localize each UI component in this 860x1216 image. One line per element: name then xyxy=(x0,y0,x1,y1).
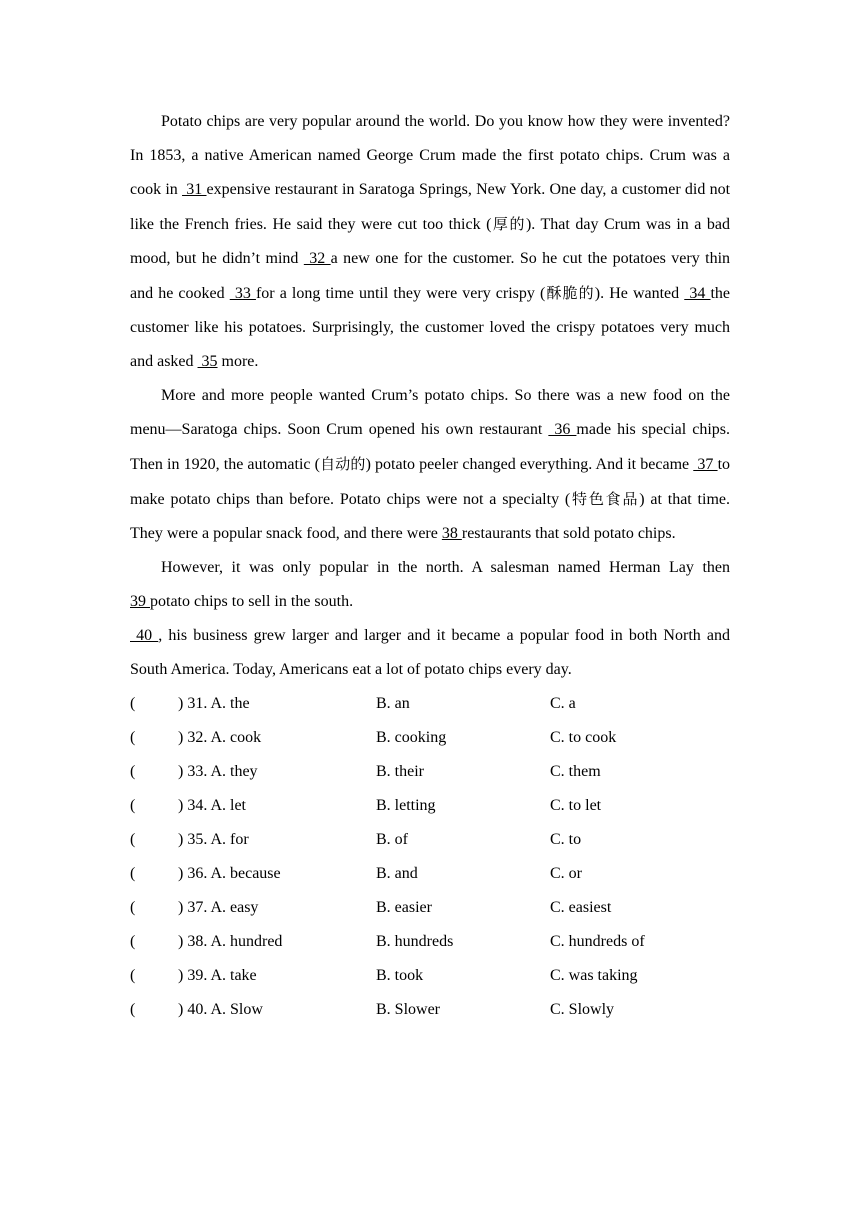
option-b: B. cooking xyxy=(376,729,447,746)
question-row xyxy=(130,721,730,755)
text: ). He wanted xyxy=(594,285,685,302)
worksheet-page xyxy=(130,105,730,1027)
option-c: C. to let xyxy=(550,797,602,814)
question-row xyxy=(130,891,730,925)
option-b: B. letting xyxy=(376,797,436,814)
option-c: C. a xyxy=(550,695,576,712)
blank-38: 38 xyxy=(441,525,462,542)
option-b: B. hundreds xyxy=(376,933,454,950)
option-b: B. their xyxy=(376,763,424,780)
option-c: C. easiest xyxy=(550,899,612,916)
text: ) at that time. They were a popular snack food, and there were xyxy=(130,491,730,542)
text: the customer like his potatoes. Surprisingly, the customer loved the crispy potatoes very much and asked xyxy=(130,285,731,370)
option-c: C. hundreds of xyxy=(550,933,645,950)
option-c: C. them xyxy=(550,763,601,780)
option-b: B. Slower xyxy=(376,1001,440,1018)
text: ). That day Crum was in a bad mood, but he didn’t mind xyxy=(130,216,730,267)
answer-bracket[interactable]: ( xyxy=(130,729,136,746)
paragraph-1 xyxy=(130,105,730,379)
option-a: ) 31. A. the xyxy=(178,695,250,712)
gloss-specialty: 特色食品 xyxy=(570,490,640,508)
question-row xyxy=(130,687,730,721)
paragraph-4 xyxy=(130,619,730,687)
text: However, it was only popular in the north. A salesman named Herman Lay then xyxy=(161,559,730,576)
paragraph-2 xyxy=(130,379,730,551)
blank-39: 39 xyxy=(130,593,150,610)
option-a: ) 38. A. hundred xyxy=(178,933,283,950)
gloss-crispy: 酥脆的 xyxy=(545,284,595,302)
option-a: ) 39. A. take xyxy=(178,967,257,984)
text: made his special chips. Then in 1920, the automatic ( xyxy=(130,421,731,473)
option-a: ) 37. A. easy xyxy=(178,899,259,916)
text: more. xyxy=(217,353,259,370)
option-b: B. of xyxy=(376,831,408,848)
question-row xyxy=(130,857,730,891)
text: for a long time until they were very crispy ( xyxy=(255,285,546,302)
text: More and more people wanted Crum’s potato chips. So there was a new food on the menu—Saratoga chips. Soon Crum opened his own restaurant xyxy=(130,387,730,438)
blank-37: 37 xyxy=(693,456,718,473)
answer-bracket[interactable]: ( xyxy=(130,865,136,882)
text: to make potato chips than before. Potato chips were not a specialty ( xyxy=(130,456,731,508)
blank-32: 32 xyxy=(303,250,331,267)
question-row xyxy=(130,755,730,789)
gloss-thick: 厚的 xyxy=(491,215,526,233)
answer-options xyxy=(130,687,730,1027)
question-row xyxy=(130,925,730,959)
question-row xyxy=(130,959,730,993)
blank-31: 31 xyxy=(182,181,207,198)
text: restaurants that sold potato chips. xyxy=(461,525,676,542)
option-b: B. took xyxy=(376,967,424,984)
answer-bracket[interactable]: ( xyxy=(130,797,136,814)
option-b: B. easier xyxy=(376,899,432,916)
option-a: ) 32. A. cook xyxy=(178,729,262,746)
option-c: C. to xyxy=(550,831,582,848)
answer-bracket[interactable]: ( xyxy=(130,967,136,984)
text: Potato chips are very popular around the world. Do you know how they were invented? In 1853, a native American named George Crum made the first potato chips. Crum was a cook in xyxy=(130,113,730,198)
blank-34: 34 xyxy=(684,285,711,302)
blank-35: 35 xyxy=(197,353,218,370)
answer-bracket[interactable]: ( xyxy=(130,933,136,950)
blank-40: 40 xyxy=(130,627,159,644)
option-a: ) 34. A. let xyxy=(178,797,246,814)
text: , his business grew larger and larger and it became a popular food in both North and South America. Today, Americans eat a lot of potato chips every day. xyxy=(130,627,731,678)
gloss-automatic: 自动的 xyxy=(320,455,366,473)
question-row xyxy=(130,993,730,1027)
option-c: C. Slowly xyxy=(550,1001,615,1018)
answer-bracket[interactable]: ( xyxy=(130,695,136,712)
passage xyxy=(130,105,730,687)
text: potato chips to sell in the south. xyxy=(150,593,354,610)
option-c: C. or xyxy=(550,865,582,882)
option-c: C. was taking xyxy=(550,967,638,984)
answer-bracket[interactable]: ( xyxy=(130,899,136,916)
answer-bracket[interactable]: ( xyxy=(130,1001,136,1018)
option-b: B. an xyxy=(376,695,410,712)
option-b: B. and xyxy=(376,865,418,882)
answer-bracket[interactable]: ( xyxy=(130,831,136,848)
text: a new one for the customer. So he cut the potatoes very thin and he cooked xyxy=(130,250,731,302)
question-row xyxy=(130,823,730,857)
option-c: C. to cook xyxy=(550,729,617,746)
blank-36: 36 xyxy=(548,421,577,438)
option-a: ) 36. A. because xyxy=(178,865,281,882)
answer-bracket[interactable]: ( xyxy=(130,763,136,780)
option-a: ) 35. A. for xyxy=(178,831,249,848)
blank-33: 33 xyxy=(229,285,256,302)
paragraph-3 xyxy=(130,551,730,619)
option-a: ) 40. A. Slow xyxy=(178,1001,263,1018)
text: ) potato peeler changed everything. And it became xyxy=(365,456,694,473)
option-a: ) 33. A. they xyxy=(178,763,258,780)
text: expensive restaurant in Saratoga Springs, New York. One day, a customer did not like the French fries. He said they were cut too thick ( xyxy=(130,181,731,233)
question-row xyxy=(130,789,730,823)
